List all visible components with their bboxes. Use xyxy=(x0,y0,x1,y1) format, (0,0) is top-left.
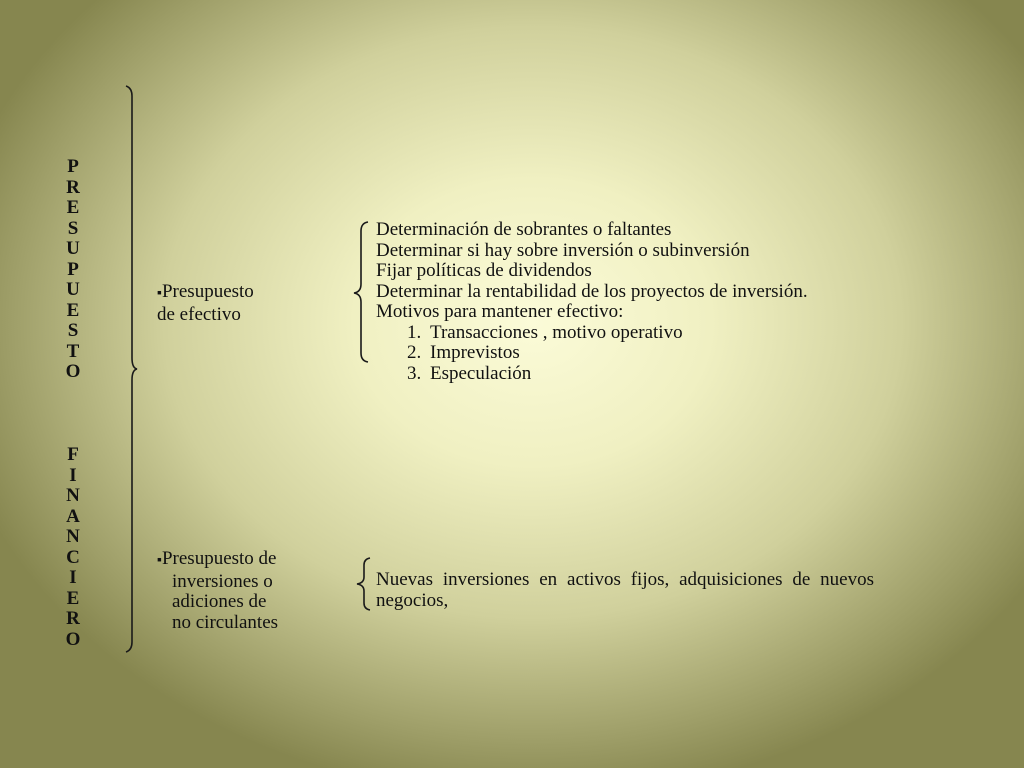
title-letter: S xyxy=(67,217,79,239)
bullet-icon: ▪ xyxy=(157,553,162,568)
main-brace xyxy=(118,86,138,652)
item-text: Fijar políticas de dividendos xyxy=(376,260,592,281)
efectivo-items xyxy=(376,220,874,384)
title-letter: N xyxy=(66,485,80,506)
item-text: Determinar la rentabilidad de los proyectos de inversión. xyxy=(376,280,808,302)
title-letter: O xyxy=(65,361,81,382)
label-line-2: inversiones o xyxy=(172,570,273,592)
label-line-2: de efectivo xyxy=(157,303,241,325)
title-letter: E xyxy=(66,299,80,321)
title-letter: R xyxy=(66,608,80,629)
title-letter: A xyxy=(66,505,80,527)
title-letter: C xyxy=(66,546,80,568)
title-letter: R xyxy=(66,176,80,198)
title-letter: I xyxy=(69,567,77,588)
label-line-1: ▪Presupuesto xyxy=(157,281,254,302)
title-letter: F xyxy=(67,444,79,465)
title-letter: U xyxy=(66,238,80,259)
title-letter: O xyxy=(65,628,81,650)
vertical-title-presupuesto xyxy=(58,157,88,383)
title-letter: P xyxy=(67,156,79,177)
item-text: Motivos para mantener efectivo: xyxy=(376,301,624,322)
label-line-1: ▪Presupuesto de xyxy=(157,548,277,569)
list-item: 3. Especulación xyxy=(426,364,874,385)
bullet-icon: ▪ xyxy=(157,286,162,301)
inversiones-brace xyxy=(354,558,374,610)
efectivo-brace xyxy=(352,222,372,362)
title-letter: N xyxy=(66,526,80,547)
item-text: Determinación de sobrantes o faltantes xyxy=(376,219,672,240)
title-letter: I xyxy=(69,464,77,486)
list-item: 1. Transacciones , motivo operativo xyxy=(426,323,874,344)
item-text: Determinar si hay sobre inversión o subinversión xyxy=(376,239,750,261)
label-line-3: adiciones de xyxy=(172,591,267,612)
title-letter: S xyxy=(67,320,79,341)
title-letter: E xyxy=(66,197,80,218)
title-letter: T xyxy=(66,340,80,362)
vertical-title-financiero xyxy=(58,445,88,650)
presupuesto-inversiones-label xyxy=(157,549,367,633)
label-line-4: no circulantes xyxy=(172,611,279,633)
inversiones-text: Nuevas inversiones en activos fijos, adquisiciones de nuevos negocios, xyxy=(376,569,874,611)
motivos-list xyxy=(376,323,874,385)
title-letter: U xyxy=(66,279,80,300)
title-letter: P xyxy=(67,258,79,280)
title-letter: E xyxy=(66,587,80,609)
list-item: 2. Imprevistos xyxy=(426,343,874,364)
presupuesto-efectivo-label xyxy=(157,282,357,325)
